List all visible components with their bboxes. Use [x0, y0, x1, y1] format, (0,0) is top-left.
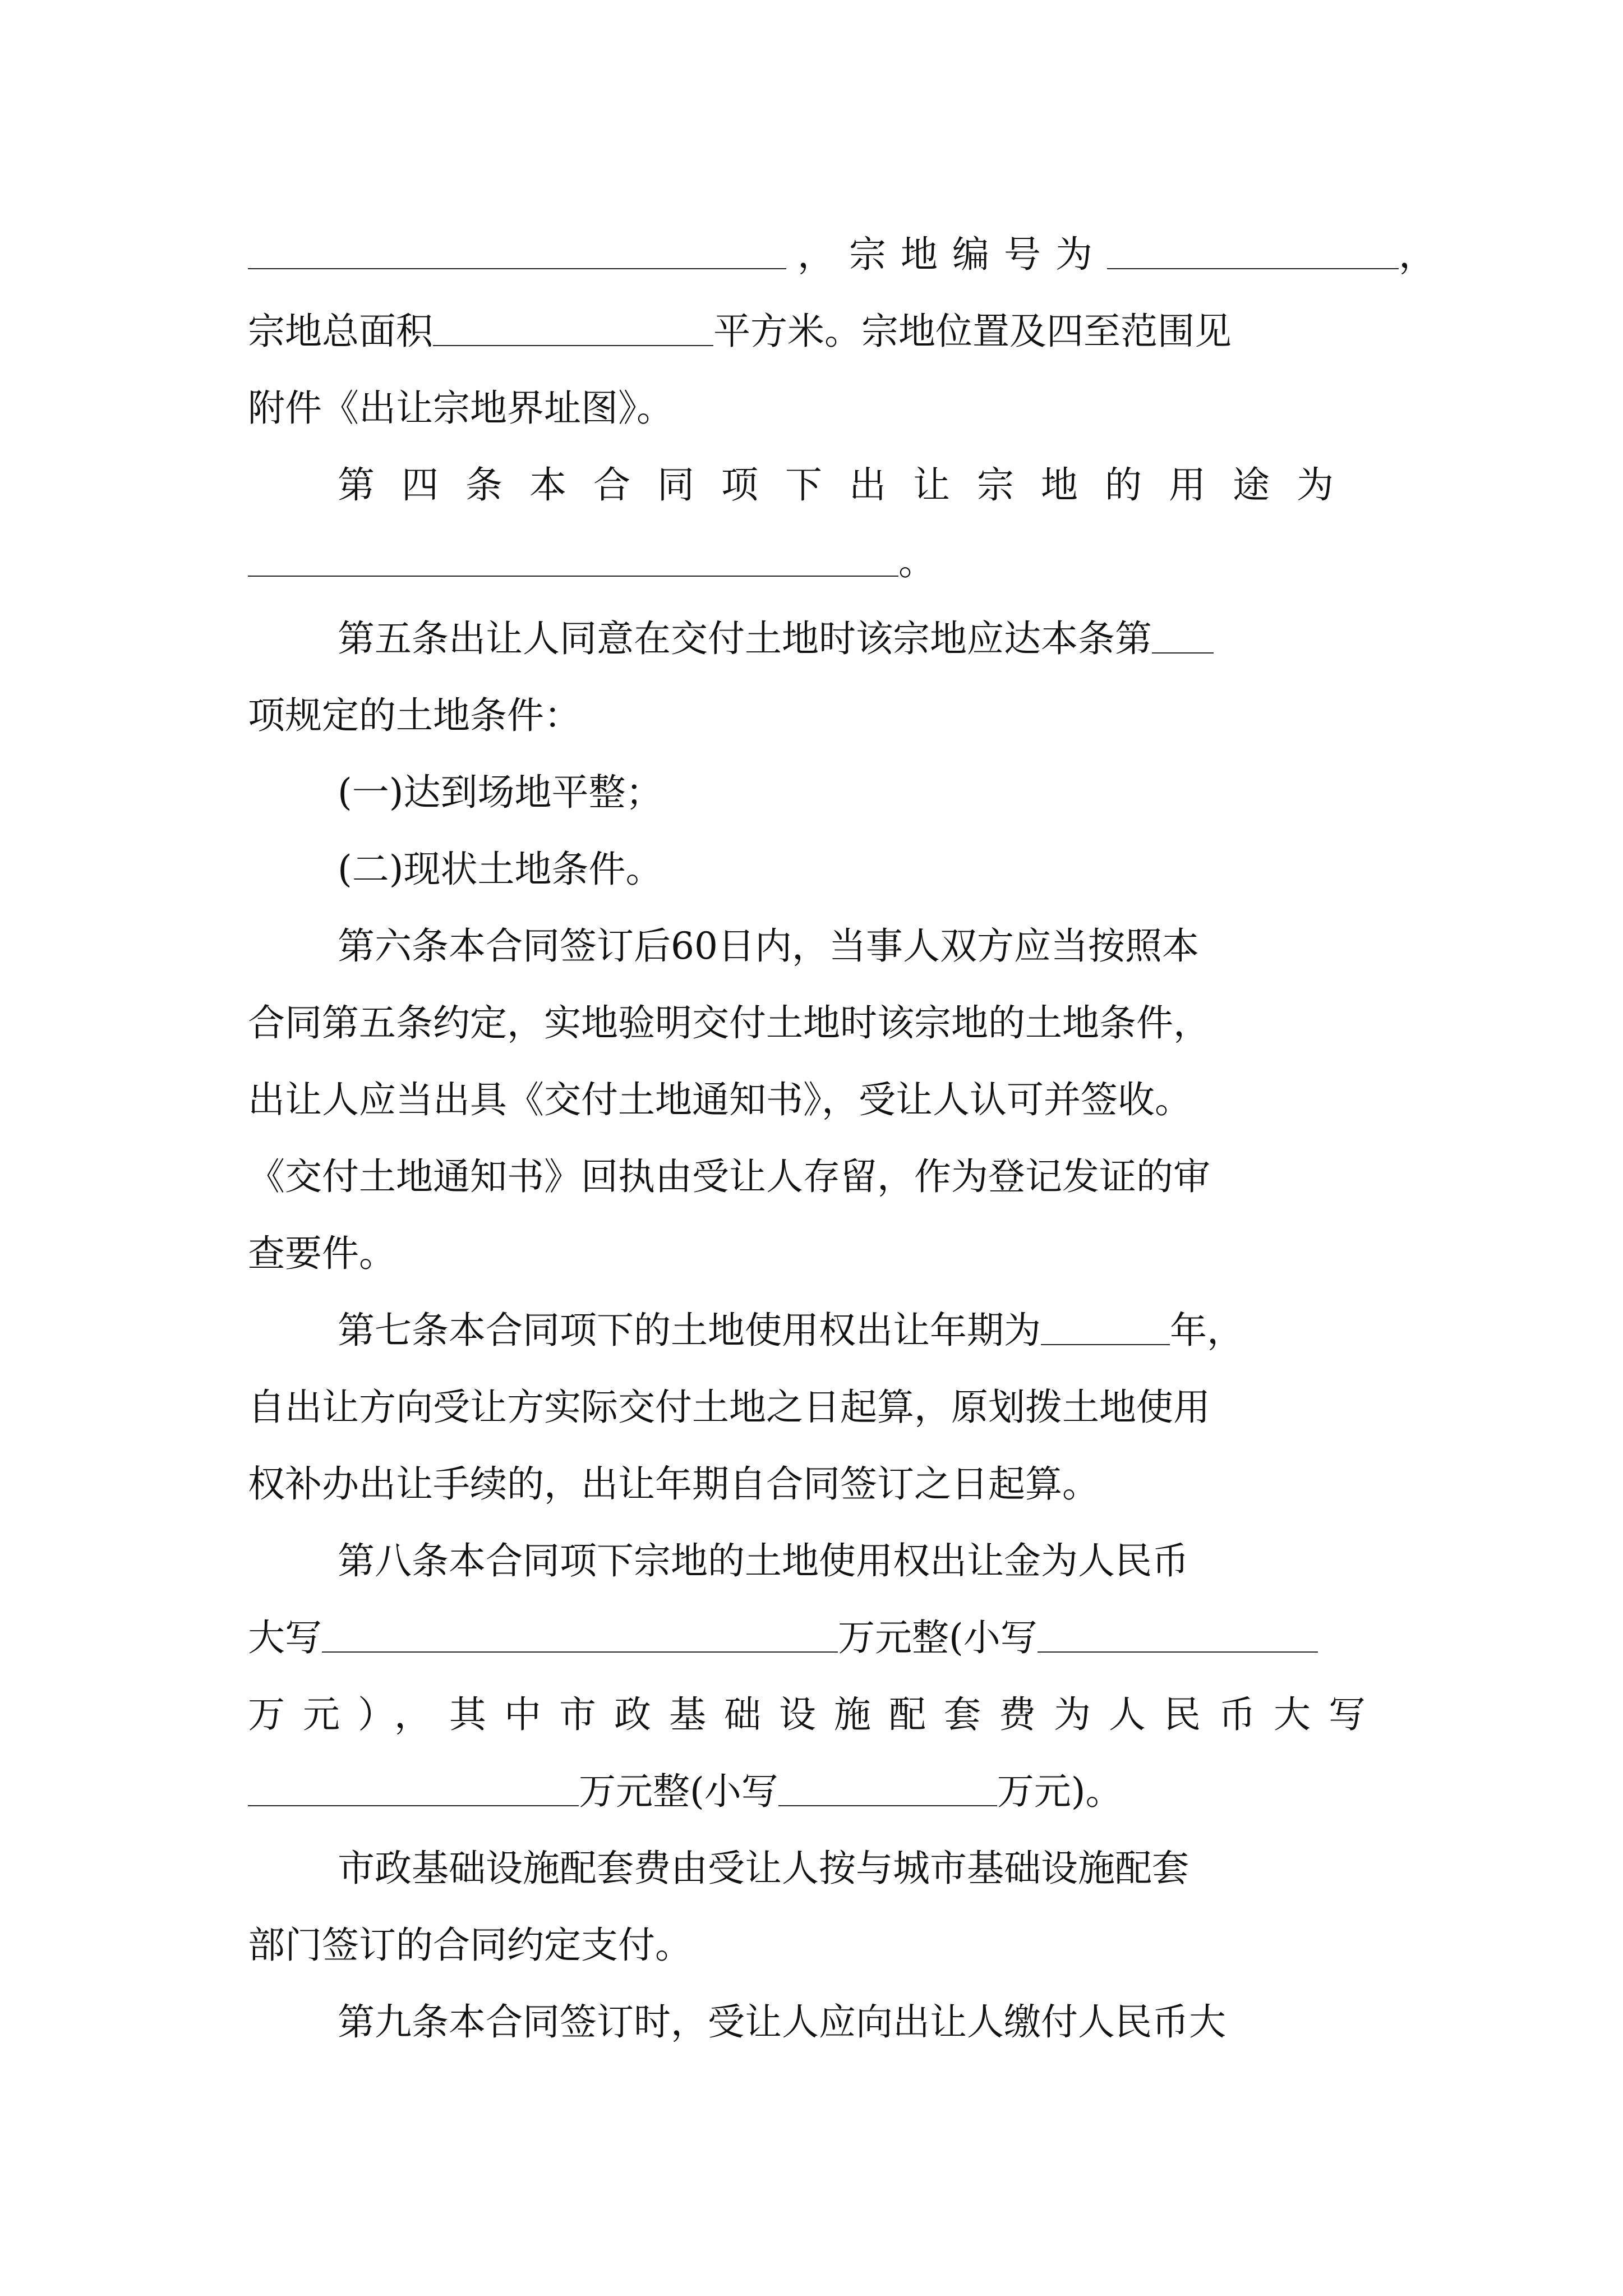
article-6 [248, 908, 1392, 984]
doc-line-19 [248, 1599, 1392, 1676]
text-segment: 部门签订的合同约定支付。 [248, 1924, 692, 1967]
article-8 [248, 1522, 1392, 1599]
infrastructure-fee-lowercase-blank[interactable] [778, 1805, 997, 1806]
text-segment: 第九条本合同签订时，受让人应向出让人缴付人民币大 [338, 2000, 1226, 2044]
infrastructure-fee-paragraph [248, 1830, 1392, 1907]
condition-item-2 [248, 831, 1392, 908]
doc-line-23 [248, 1907, 1392, 1984]
text-segment: 项规定的土地条件： [248, 694, 581, 737]
article-7 [248, 1292, 1392, 1369]
doc-line-3 [248, 370, 1392, 447]
text-segment: 自出让方向受让方实际交付土地之日起算，原划拨土地使用 [248, 1386, 1210, 1429]
text-segment: 合同第五条约定，实地验明交付土地时该宗地的土地条件， [248, 1001, 1210, 1045]
text-segment: 权补办出让手续的，出让年期自合同签订之日起算。 [248, 1462, 1099, 1506]
text-segment: ， [1399, 233, 1436, 276]
article-4-heading [248, 447, 1392, 523]
text-segment: 万元)。 [997, 1770, 1123, 1813]
text-segment: 第八条本合同项下宗地的土地使用权出让金为人民币 [338, 1539, 1189, 1582]
doc-line-20 [248, 1676, 1392, 1753]
text-segment: 第五条出让人同意在交付土地时该宗地应达本条第 [338, 617, 1152, 660]
blank-field[interactable] [248, 268, 786, 269]
term-years-blank[interactable] [1041, 1343, 1170, 1345]
article-9 [248, 1984, 1392, 2060]
doc-line-2 [248, 293, 1392, 370]
doc-line-5 [248, 523, 1392, 600]
text-segment: 平方米。宗地位置及四至范围见 [713, 310, 1232, 353]
doc-line-7 [248, 677, 1392, 754]
text-segment: 查要件。 [248, 1232, 396, 1275]
doc-line-13 [248, 1138, 1392, 1215]
parcel-number-blank[interactable] [1107, 268, 1399, 269]
doc-line-12 [248, 1061, 1392, 1138]
text-segment: 《交付土地通知书》回执由受让人存留，作为登记发证的审 [248, 1155, 1210, 1198]
text-segment: (二)现状土地条件。 [338, 848, 663, 891]
text-segment: 宗地总面积 [248, 310, 433, 353]
condition-item-1 [248, 754, 1392, 831]
text-segment: 。 [898, 540, 935, 583]
text-segment: 市政基础设施配套费由受让人按与城市基础设施配套 [338, 1847, 1189, 1890]
article-5 [248, 600, 1392, 677]
land-use-blank[interactable] [248, 575, 898, 577]
text-segment: 第六条本合同签订后60日内，当事人双方应当按照本 [338, 924, 1199, 968]
doc-line-14 [248, 1215, 1392, 1292]
text-segment: 第七条本合同项下的土地使用权出让年期为 [338, 1309, 1041, 1352]
text-segment: 万元），其中市政基础设施配套费为人民币大写 [248, 1693, 1384, 1736]
text-segment: (一)达到场地平整； [338, 771, 663, 814]
text-segment: 万元整(小写 [579, 1770, 778, 1813]
document-page [248, 216, 1436, 2060]
infrastructure-fee-uppercase-blank[interactable] [248, 1805, 579, 1806]
doc-line-11 [248, 984, 1392, 1061]
text-segment: 第四条本合同项下出让宗地的用途为 [338, 463, 1361, 507]
text-segment: 出让人应当出具《交付土地通知书》，受让人认可并签收。 [248, 1078, 1192, 1121]
text-segment: 万元整(小写 [838, 1616, 1038, 1659]
text-segment: ，宗地编号为 [797, 233, 1107, 276]
text-segment: 大写 [248, 1616, 322, 1659]
doc-line-16 [248, 1369, 1392, 1446]
text-segment: 年， [1170, 1309, 1244, 1352]
area-blank[interactable] [433, 344, 713, 346]
doc-line-1 [248, 216, 1436, 293]
doc-line-21 [248, 1753, 1392, 1830]
text-segment: 附件《出让宗地界址图》。 [248, 386, 674, 430]
grant-fee-uppercase-blank[interactable] [322, 1651, 838, 1653]
grant-fee-lowercase-blank[interactable] [1038, 1651, 1318, 1653]
doc-line-17 [248, 1446, 1392, 1522]
item-number-blank[interactable] [1152, 652, 1214, 654]
